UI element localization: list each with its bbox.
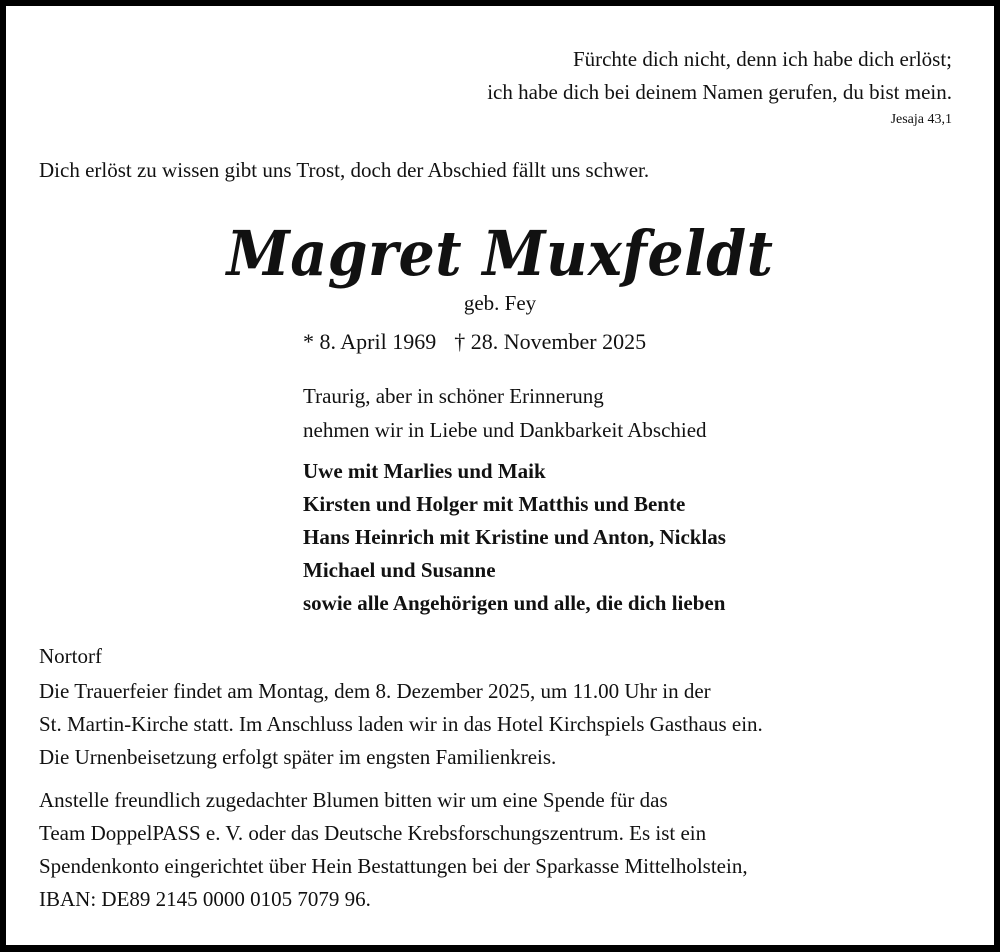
family-line: Hans Heinrich mit Kristine und Anton, Nicklas	[303, 525, 726, 549]
family-line: Kirsten und Holger mit Matthis und Bente	[303, 492, 686, 516]
bible-verse-reference: Jesaja 43,1	[890, 112, 952, 127]
death-date: † 28. November 2025	[454, 329, 647, 354]
donation-line: Team DoppelPASS e. V. oder das Deutsche Krebsforschungszentrum. Es ist ein	[39, 821, 707, 845]
life-dates	[303, 331, 646, 353]
family-line: Michael und Susanne	[303, 558, 496, 582]
ceremony-line: St. Martin-Kirche statt. Im Anschluss laden wir in das Hotel Kirchspiels Gasthaus ein.	[39, 712, 763, 736]
family-line: sowie alle Angehörigen und alle, die dich lieben	[303, 591, 726, 615]
donation-line: IBAN: DE89 2145 0000 0105 7079 96.	[39, 887, 371, 911]
ceremony-line: Die Urnenbeisetzung erfolgt später im engsten Familienkreis.	[39, 745, 557, 769]
bible-verse-line-1: Fürchte dich nicht, denn ich habe dich erlöst;	[572, 47, 952, 71]
mourning-line-1: Traurig, aber in schöner Erinnerung	[303, 384, 604, 408]
bible-verse-line-2: ich habe dich bei deinem Namen gerufen, du bist mein.	[487, 80, 952, 104]
family-line: Uwe mit Marlies und Maik	[303, 459, 546, 483]
donation-line: Spendenkonto eingerichtet über Hein Bestattungen bei der Sparkasse Mittelholstein,	[39, 854, 748, 878]
birth-name: geb. Fey	[463, 291, 537, 315]
intro-sentence: Dich erlöst zu wissen gibt uns Trost, doch der Abschied fällt uns schwer.	[39, 158, 650, 182]
birth-date: * 8. April 1969	[303, 329, 437, 354]
ceremony-line: Die Trauerfeier findet am Montag, dem 8. Dezember 2025, um 11.00 Uhr in der	[39, 679, 711, 703]
place: Nortorf	[39, 644, 102, 668]
donation-line: Anstelle freundlich zugedachter Blumen bitten wir um eine Spende für das	[39, 788, 668, 812]
mourning-line-2: nehmen wir in Liebe und Dankbarkeit Abschied	[303, 418, 707, 442]
deceased-name: Magret Muxfeldt	[226, 217, 774, 290]
obituary-notice	[6, 6, 994, 945]
